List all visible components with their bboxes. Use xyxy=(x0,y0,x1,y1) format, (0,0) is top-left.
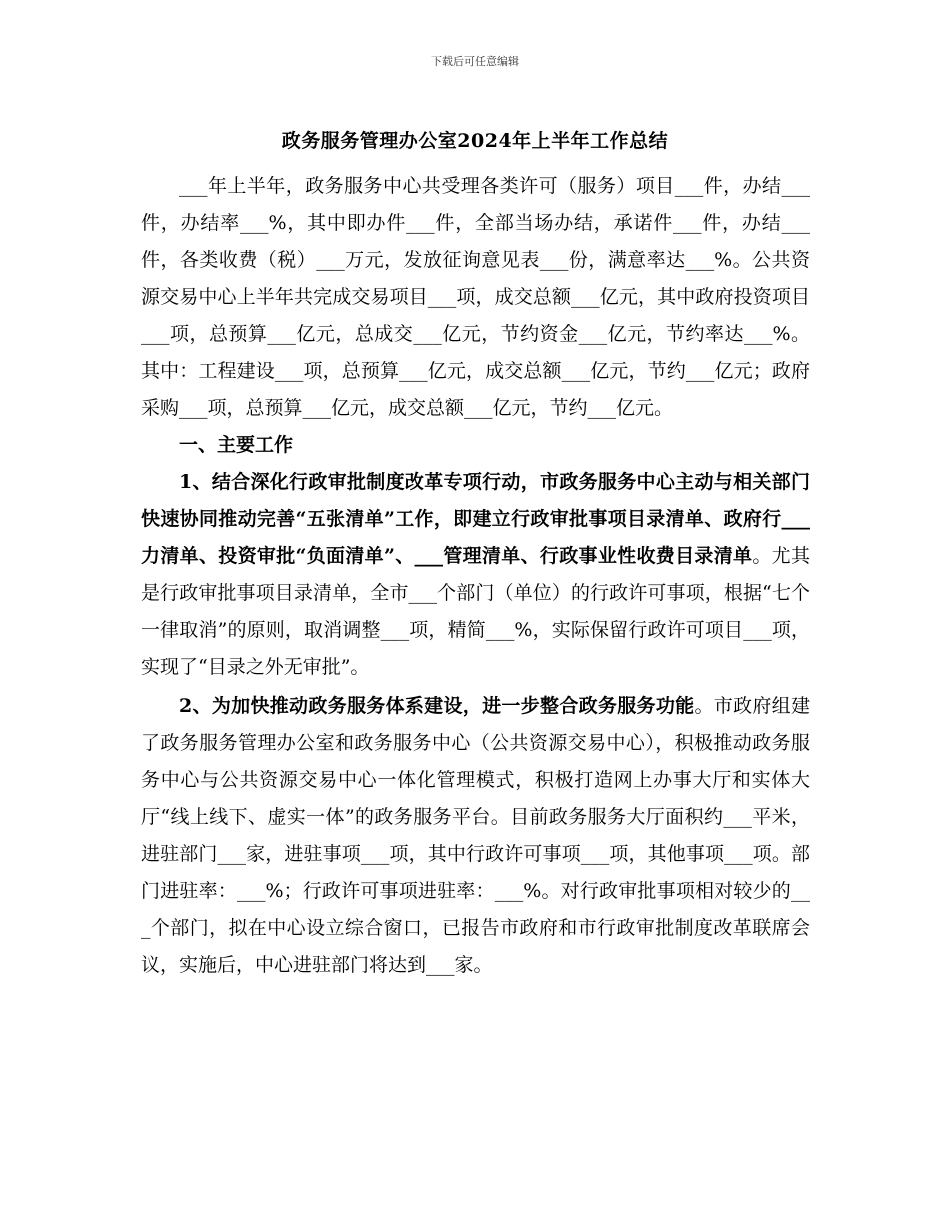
item-2-paragraph xyxy=(141,688,810,984)
page-header-note: 下载后可任意编辑 xyxy=(431,55,519,68)
item-1-bold-lead: 1、结合深化行政审批制度改革专项行动，市政务服务中心主动与相关部门快速协同推动完善“五张清单”工作，即建立行政审批事项目录清单、政府行___力清单、投资审批“负面清单”、___管理清单、行政事业性收费目录清单 xyxy=(141,471,810,567)
item-2-bold-lead: 2、为加快推动政务服务体系建设，进一步整合政务服务功能 xyxy=(179,695,695,717)
document-body xyxy=(141,168,810,984)
intro-paragraph: ___年上半年，政务服务中心共受理各类许可（服务）项目___件，办结___件，办结率___%，其中即办件___件，全部当场办结，承诺件___件，办结___件，各类收费（税）___万元，发放征询意见表___份，满意率达___%。公共资源交易中心上半年共完成交易项目___项，成交总额___亿元，其中政府投资项目___项，总预算___亿元，总成交___亿元，节约资金___亿元，节约率达___%。其中：工程建设___项，总预算___亿元，成交总额___亿元，节约___亿元；政府采购___项，总预算___亿元，成交总额___亿元，节约___亿元。 xyxy=(141,175,810,419)
item-1-text: 。尤其是行政审批事项目录清单，全市___个部门（单位）的行政许可事项，根据“七个一律取消”的原则，取消调整___项，精简___%，实际保留行政许可项目___项，实现了“目录之外无审批”。 xyxy=(141,545,810,678)
item-1-paragraph xyxy=(141,464,810,686)
section-heading-main-work: 一、主要工作 xyxy=(179,434,294,456)
document-title: 政务服务管理办公室2024年上半年工作总结 xyxy=(281,130,669,152)
item-2-text: 。市政府组建了政务服务管理办公室和政务服务中心（公共资源交易中心），积极推动政务服务中心与公共资源交易中心一体化管理模式，积极打造网上办事大厅和实体大厅“线上线下、虚实一体”的政务服务平台。目前政务服务大厅面积约___平米，进驻部门___家，进驻事项___项，其中行政许可事项___项，其他事项___项。部门进驻率：___%；行政许可事项进驻率：___%。对行政审批事项相对较少的___个部门，拟在中心设立综合窗口，已报告市政府和市行政审批制度改革联席会议，实施后，中心进驻部门将达到___家。 xyxy=(141,695,810,976)
